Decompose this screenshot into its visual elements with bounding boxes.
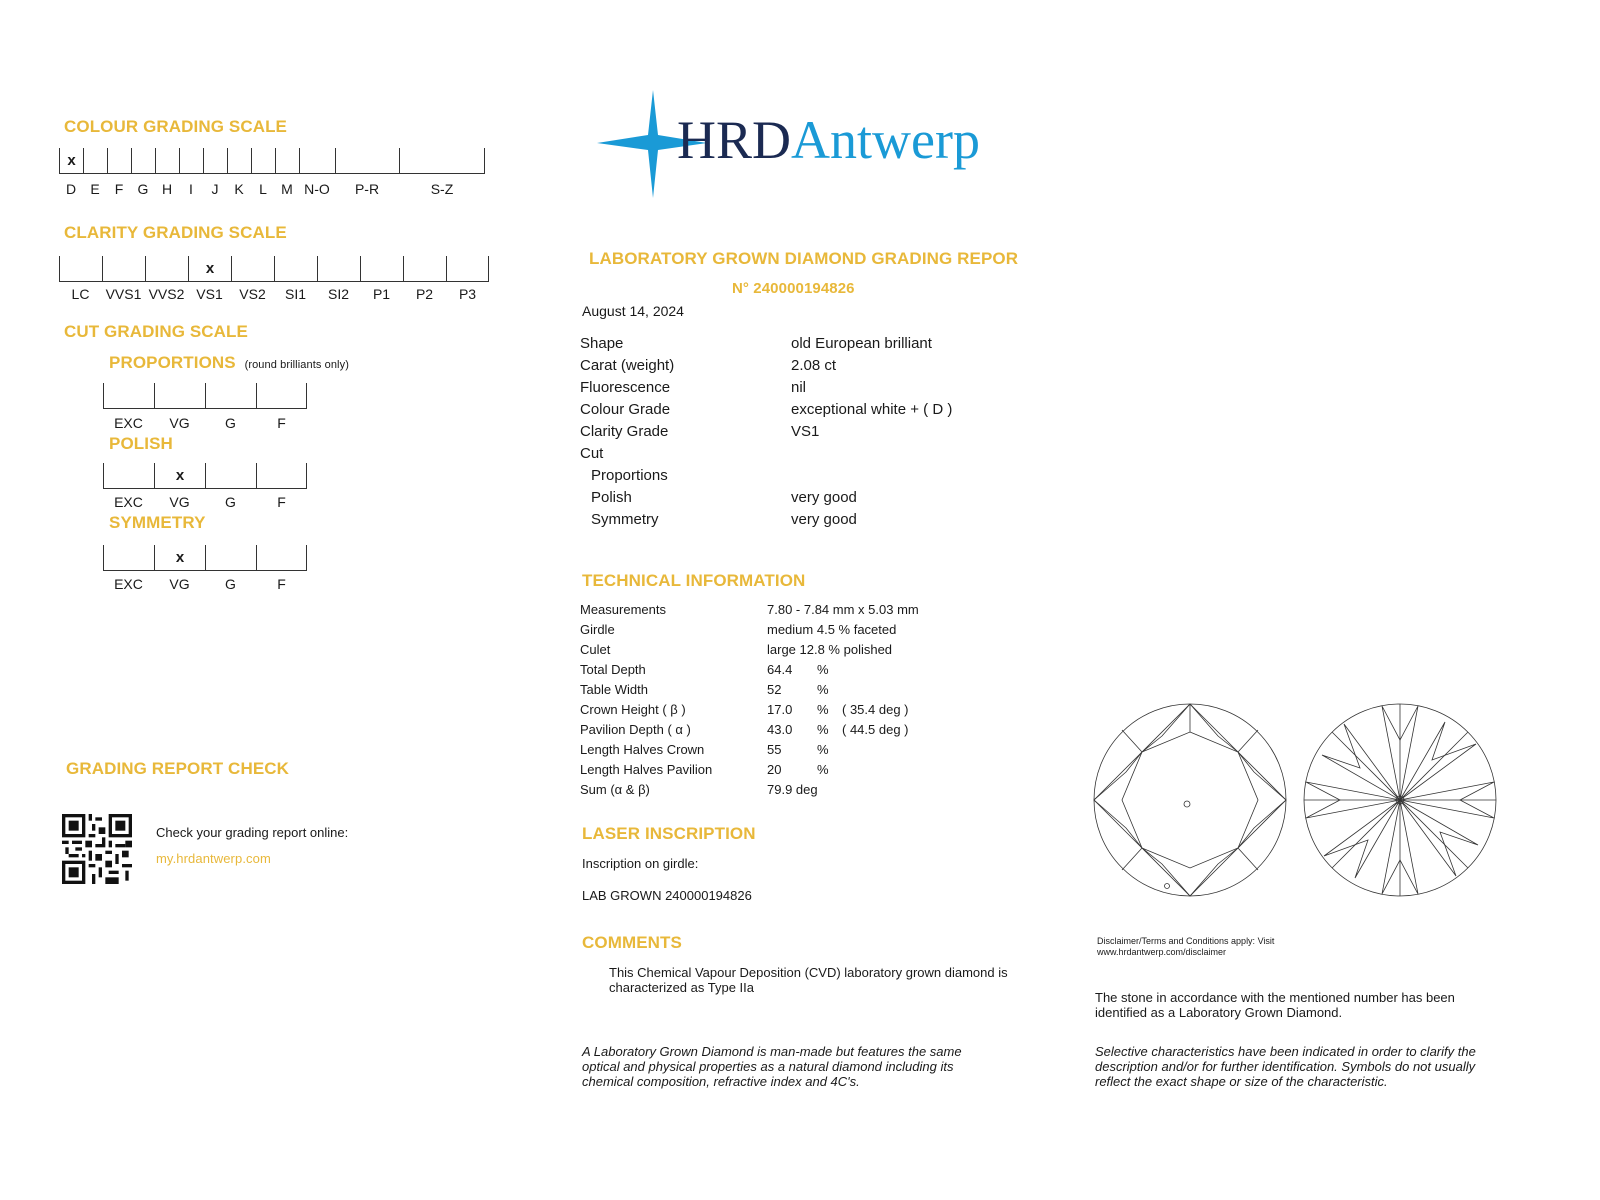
report-row-label: Symmetry [591,511,659,528]
technical-row [580,622,919,642]
technical-row [580,682,919,702]
qr-code[interactable] [62,814,132,884]
technical-extra [842,762,919,782]
report-row-label: Carat (weight) [580,357,675,374]
scale-cell [256,383,307,408]
scale-label: S-Z [430,181,454,197]
scale-cell [103,463,154,488]
report-date: August 14, 2024 [582,303,684,319]
scale-label: G [225,494,236,510]
report-row-label: Colour Grade [580,401,671,418]
scale-cell [227,148,251,173]
technical-unit: % [817,702,829,717]
pavilion-diagram [1300,700,1500,900]
report-row [580,401,952,423]
report-row-value [791,467,952,489]
technical-label: Measurements [580,602,666,617]
technical-row [580,702,919,722]
technical-label: Girdle [580,622,615,637]
scale-cell [205,545,256,570]
report-properties [580,335,952,533]
symmetry-scale-labels [103,576,307,592]
technical-title: TECHNICAL INFORMATION [582,571,806,590]
scale-label: G [225,415,236,431]
report-row [580,423,952,445]
scale-cell [179,148,203,173]
colour-scale-title: COLOUR GRADING SCALE [64,117,287,136]
report-row-label: Fluorescence [580,379,671,396]
scale-cell [59,256,102,281]
report-row-value: nil [791,379,807,396]
selected-mark: x [205,260,215,277]
scale-cell [299,148,335,173]
scale-cell [203,148,227,173]
logo-text: HRDAntwerp [677,110,980,170]
polish-scale [103,463,307,489]
report-row [580,445,952,467]
scale-label: M [281,181,293,197]
report-row-value: VS1 [791,423,820,440]
clarity-scale-title: CLARITY GRADING SCALE [64,223,287,242]
technical-extra [842,742,919,762]
scale-label: L [259,181,267,197]
polish-title: POLISH [109,434,173,453]
technical-extra: ( 44.5 deg ) [842,722,909,737]
scale-cell [83,148,107,173]
report-row [580,379,952,401]
polish-scale-labels [103,494,307,510]
scale-label: F [277,576,286,592]
technical-label: Sum (α & β) [580,782,650,797]
report-row-value [791,445,952,467]
scale-cell [231,256,274,281]
technical-row [580,602,919,622]
symmetry-title: SYMMETRY [109,513,206,532]
report-row-value: 2.08 ct [791,357,837,374]
laser-label: Inscription on girdle: [582,856,699,871]
report-row [580,357,952,379]
report-check-link[interactable]: my.hrdantwerp.com [156,851,271,866]
report-row-value: old European brilliant [791,335,932,352]
scale-label: N-O [304,181,330,197]
technical-unit: % [817,662,829,677]
scale-cell [446,256,489,281]
scale-label: EXC [114,576,143,592]
technical-unit: % [817,722,829,737]
scale-label: F [277,415,286,431]
scale-cell [251,148,275,173]
technical-row [580,762,919,782]
scale-label: LC [71,286,90,302]
technical-unit: % [817,682,829,697]
technical-label: Length Halves Crown [580,742,705,757]
crown-diagram [1090,700,1290,900]
selected-mark: x [175,549,185,566]
scale-cell [205,463,256,488]
technical-table [580,602,919,802]
technical-value: 52 [767,682,782,697]
report-row-label: Polish [591,489,632,506]
technical-unit: % [817,762,829,777]
proportions-scale-labels [103,415,307,431]
scale-label: SI1 [284,286,306,302]
scale-cell [256,463,307,488]
cut-scale-title: CUT GRADING SCALE [64,322,248,341]
scale-cell [360,256,403,281]
scale-cell [107,148,131,173]
footnote-left: A Laboratory Grown Diamond is man-made but features the same optical and physical properties as a natural diamond including its chemical composition, refractive index and 4C's. [582,1044,962,1089]
scale-label: EXC [114,494,143,510]
comments-title: COMMENTS [582,933,682,952]
scale-cell [145,256,188,281]
technical-value: medium 4.5 % faceted [767,622,897,637]
scale-label: VS1 [196,286,223,302]
report-row-label: Shape [580,335,624,352]
report-row-value: very good [791,511,857,528]
technical-value: large 12.8 % polished [767,642,893,657]
scale-cell [154,383,205,408]
scale-cell [403,256,446,281]
technical-value: 7.80 - 7.84 mm x 5.03 mm [767,602,919,617]
comments-text: This Chemical Vapour Deposition (CVD) laboratory grown diamond is characterized as Type IIa [609,965,1008,995]
scale-label: J [211,181,219,197]
scale-cell [317,256,360,281]
scale-label: E [90,181,100,197]
report-row-value: very good [791,489,857,506]
selected-mark: x [175,467,185,484]
laser-title: LASER INSCRIPTION [582,824,756,843]
disclaimer: Disclaimer/Terms and Conditions apply: Visit www.hrdantwerp.com/disclaimer [1097,936,1275,957]
scale-cell [59,148,83,173]
scale-label: F [277,494,286,510]
laser-value: LAB GROWN 240000194826 [582,888,752,903]
report-check-title: GRADING REPORT CHECK [66,759,290,778]
scale-cell [102,256,145,281]
technical-value: 79.9 deg [767,782,818,797]
scale-cell [256,545,307,570]
technical-row [580,722,919,742]
scale-cell [154,545,205,570]
scale-label: I [189,181,193,197]
technical-extra: ( 35.4 deg ) [842,702,909,717]
report-row [580,335,952,357]
scale-label: P1 [372,286,391,302]
proportions-note: (round brilliants only) [244,359,349,371]
report-row-label: Proportions [591,467,668,484]
scale-label: VS2 [239,286,266,302]
scale-cell [188,256,231,281]
technical-extra [842,682,919,702]
technical-row [580,782,919,802]
technical-extra [842,662,919,682]
report-row [580,467,952,489]
scale-cell [103,383,154,408]
technical-value: 20 [767,762,782,777]
identified-text: The stone in accordance with the mentioned number has been identified as a Laboratory Grown Diamond. [1095,990,1455,1020]
technical-row [580,742,919,762]
proportions-scale [103,383,307,409]
scale-cell [155,148,179,173]
proportions-title: PROPORTIONS (round brilliants only) [109,353,349,372]
scale-label: H [161,181,173,197]
scale-label: VG [169,576,190,592]
scale-label: P-R [354,181,380,197]
hrd-logo [597,90,1017,200]
scale-label: VVS2 [148,286,185,302]
scale-cell [103,545,154,570]
clarity-scale [59,256,489,282]
colour-scale [59,148,485,174]
scale-cell [335,148,399,173]
scale-label: EXC [114,415,143,431]
report-row [580,489,952,511]
scale-cell [131,148,155,173]
scale-label: VVS1 [105,286,142,302]
technical-label: Pavilion Depth ( α ) [580,722,691,737]
technical-value: 17.0 [767,702,793,717]
technical-label: Table Width [580,682,648,697]
scale-cell [205,383,256,408]
report-number: N° 240000194826 [732,280,855,297]
technical-value: 55 [767,742,782,757]
scale-label: F [114,181,124,197]
technical-value: 64.4 [767,662,793,677]
scale-label: G [137,181,149,197]
technical-label: Total Depth [580,662,646,677]
technical-label: Crown Height ( β ) [580,702,686,717]
colour-scale-labels [59,181,485,197]
report-check-text: Check your grading report online: [156,825,349,840]
scale-cell [154,463,205,488]
report-title: LABORATORY GROWN DIAMOND GRADING REPOR [589,249,1019,268]
scale-cell [274,256,317,281]
scale-label: VG [169,494,190,510]
report-row [580,511,952,533]
scale-label: VG [169,415,190,431]
technical-row [580,662,919,682]
scale-label: G [225,576,236,592]
report-row-label: Cut [580,445,604,462]
scale-cell [275,148,299,173]
technical-row [580,642,919,662]
technical-unit: % [817,742,829,757]
symmetry-scale [103,545,307,571]
footnote-right: Selective characteristics have been indicated in order to clarify the description and/or for further identification. Symbols do not usually reflect the exact shape or size of the characteristic. [1095,1044,1476,1089]
selected-mark: x [67,152,76,169]
scale-label: P3 [458,286,477,302]
scale-label: P2 [415,286,434,302]
scale-label: K [234,181,244,197]
technical-label: Culet [580,642,611,657]
report-row-value: exceptional white + ( D ) [791,401,953,418]
technical-value: 43.0 [767,722,793,737]
scale-label: SI2 [327,286,349,302]
scale-cell [399,148,485,173]
clarity-scale-labels [59,286,489,302]
scale-label: D [65,181,77,197]
report-row-label: Clarity Grade [580,423,669,440]
technical-label: Length Halves Pavilion [580,762,713,777]
